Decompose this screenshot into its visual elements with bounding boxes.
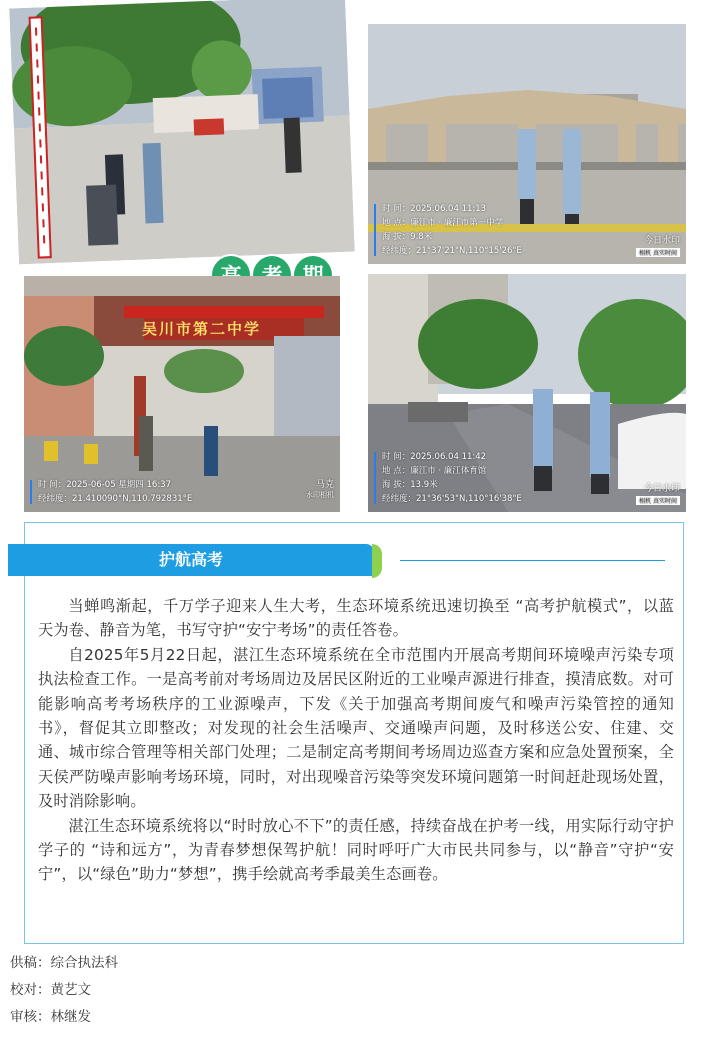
photo-lianjiang-no1-school — [368, 24, 686, 264]
section-divider — [400, 560, 665, 561]
photo-watermark — [30, 478, 192, 506]
paragraph: 湛江生态环境系统将以“时时放心不下”的责任感，持续奋战在护考一线，用实际行动守护学子的 “诗和远方”，为青春梦想保驾护航！同时呼吁广大市民共同参与，以“静音”守护“安宁”，以“绿色”助力“梦想”，携手绘就高考季最美生态画卷。 — [38, 816, 674, 884]
watermark-brand — [636, 481, 680, 506]
watermark-brand-sub: 相机 真实时间 — [636, 496, 680, 505]
photo-wuchuan-no2-school — [24, 276, 340, 512]
watermark-coords: 经纬度：21°36'53"N,110°16'38"E — [382, 494, 522, 504]
watermark-brand-sub: 相机 真实时间 — [636, 248, 680, 257]
photo-watermark — [374, 202, 522, 258]
photo-lianjiang-stadium-street — [368, 274, 686, 512]
credit-proofread: 校对：黄艺文 — [10, 982, 91, 998]
watermark-place: 地 点：廉江市 · 廉江体育馆 — [382, 466, 487, 476]
article-body — [38, 594, 674, 887]
section-header — [8, 544, 382, 578]
credits — [10, 950, 118, 1031]
gate-banner-text: 吴川市第二中学 — [142, 320, 262, 338]
watermark-brand-sub: 水印相机 — [306, 491, 334, 499]
section-title: 护航高考 — [158, 550, 223, 569]
watermark-altitude: 海 拔：13.9米 — [382, 480, 438, 490]
watermark-altitude: 海 拔：9.8米 — [382, 232, 433, 242]
watermark-coords: 经纬度：21.410090°N,110.792831°E — [38, 494, 193, 504]
watermark-brand-name: 今日水印 — [643, 484, 680, 494]
watermark-brand-name: 马克 — [315, 480, 334, 490]
photo-school-entrance — [9, 0, 355, 264]
watermark-time: 时 间：2025.06.04 11:42 — [382, 452, 487, 462]
paragraph: 自2025年5月22日起，湛江生态环境系统在全市范围内开展高考期间环境噪声污染专项执法检查工作。一是高考前对考场周边及居民区附近的工业噪声源进行排查，摸清底数。对可能影响高考考场秩序的工业源噪声，下发《关于加强高考期间废气和噪声污染管控的通知书》，督促其立即整改；对发现的社会生活噪声、交通噪声问题，及时移送公安、住建、交通、城市综合管理等相关部门处理；二是制定高考期间考场周边巡查方案和应急处置预案，全天侯严防噪声影响考场环境，同时，对出现噪音污染等突发环境问题第一时间赶赴现场处置，及时消除影响。 — [38, 645, 674, 811]
watermark-time: 时 间：2025-06-05 星期四 16:37 — [38, 480, 171, 490]
photo-watermark — [374, 450, 522, 506]
watermark-place: 地 点：廉江市 · 廉江市第一中学 — [382, 218, 504, 228]
watermark-accent-bar — [30, 480, 32, 504]
watermark-time: 时 间：2025.06.04 11:13 — [382, 204, 487, 214]
credit-review: 审核：林继发 — [10, 1009, 91, 1025]
watermark-accent-bar — [374, 452, 376, 504]
paragraph: 当蝉鸣渐起，千万学子迎来人生大考，生态环境系统迅速切换至 “高考护航模式”，以蓝天为卷、静音为笔，书写守护“安宁考场”的责任答卷。 — [38, 597, 674, 640]
watermark-brand — [636, 233, 680, 258]
watermark-brand — [306, 477, 334, 500]
watermark-coords: 经纬度：21°37'21"N,110°15'26"E — [382, 246, 522, 256]
watermark-accent-bar — [374, 204, 376, 256]
watermark-brand-name: 今日水印 — [643, 236, 680, 246]
credit-source: 供稿：综合执法科 — [10, 955, 118, 971]
